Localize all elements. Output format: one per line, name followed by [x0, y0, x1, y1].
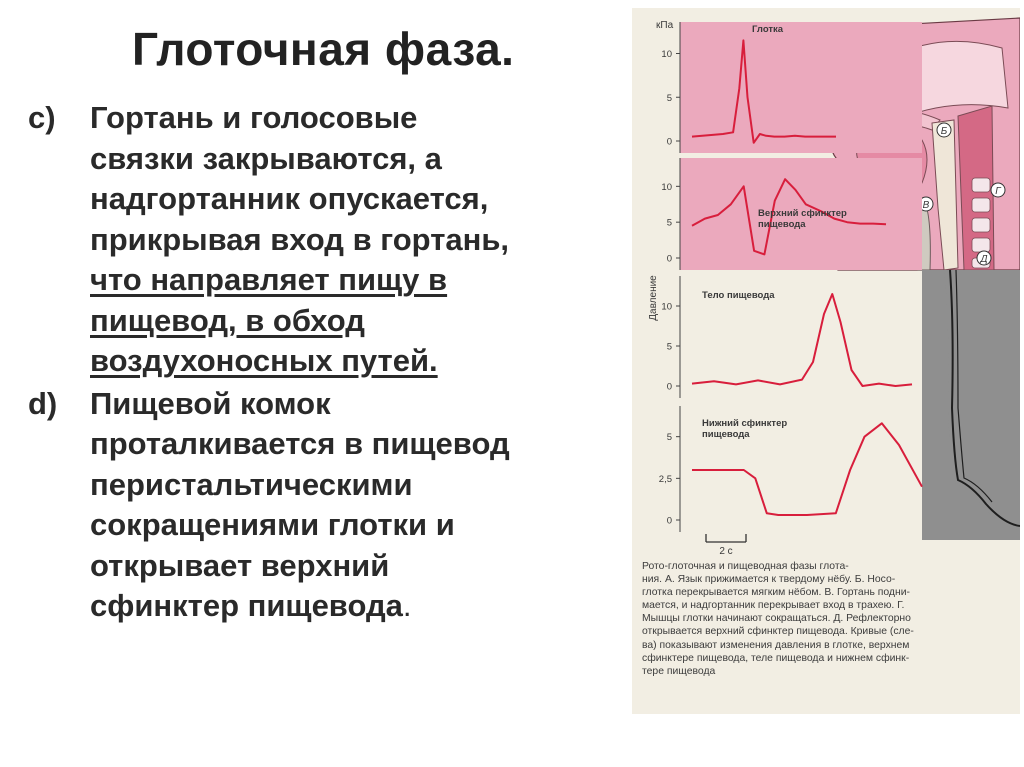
pressure-panel — [659, 406, 922, 532]
text-line: перистальтическими — [90, 466, 413, 502]
physiology-figure — [632, 8, 1020, 714]
list-marker: c) — [28, 100, 56, 135]
esophagus-illustration — [922, 270, 1020, 540]
pressure-panels — [659, 22, 922, 532]
y-tick-label: 10 — [661, 49, 672, 60]
caption-line: ва) показывают изменения давления в глотке, верхнем — [642, 639, 910, 651]
y-tick-label: 5 — [666, 217, 672, 229]
caption-line: глотка перекрывается мягким нёбом. В. Гортань подни- — [642, 587, 910, 599]
panel-title: Тело пищевода — [702, 290, 775, 301]
underlined-text-line: пищевод, в обход — [90, 302, 365, 338]
text-line: проталкивается в пищевод — [90, 426, 510, 461]
slide-title: Глоточная фаза. — [132, 23, 515, 75]
y-tick-label: 2,5 — [658, 473, 672, 485]
caption-line: ния. А. Язык прижимается к твердому нёбу. Б. Носо- — [642, 574, 896, 586]
text-line: прикрывая вход в гортань, — [90, 221, 510, 257]
y-tick-label: 10 — [661, 301, 672, 313]
anatomy-label: Г — [995, 186, 1001, 197]
caption-line: Мышцы глотки начинают сокращаться. Д. Рефлекторно — [642, 613, 911, 625]
y-axis-label: Давление — [648, 275, 659, 321]
y-tick-label: 10 — [661, 181, 672, 193]
underlined-text-line: воздухоносных путей. — [90, 343, 438, 378]
text-line: Гортань и голосовые — [90, 100, 418, 135]
panel-title: Глотка — [752, 24, 784, 35]
caption-line: сфинктере пищевода, теле пищевода и нижнем сфинк- — [642, 652, 910, 664]
underlined-text-line: что направляет пищу в — [90, 262, 448, 297]
list-item-text — [90, 384, 628, 627]
anatomy-label: В — [922, 200, 930, 211]
figure-caption — [642, 560, 1016, 678]
text-line: Пищевой комок — [90, 385, 331, 421]
list-item-text — [90, 98, 628, 382]
panel-title: Нижний сфинктер пищевода — [702, 418, 788, 440]
anatomy-label: Д — [980, 254, 988, 265]
unit-label: кПа — [656, 20, 674, 31]
y-tick-label: 0 — [666, 253, 672, 265]
list-marker: d) — [28, 385, 58, 421]
y-tick-label: 5 — [666, 92, 672, 104]
y-tick-label: 5 — [666, 341, 672, 353]
caption-line: мается, и надгортанник перекрывает вход в трахею. Г. — [642, 600, 905, 612]
pressure-panel — [661, 276, 920, 398]
list-item-c — [28, 98, 628, 382]
text-line: связки закрываются, а — [90, 140, 442, 176]
panel-extension — [838, 22, 922, 153]
y-tick-label: 0 — [666, 381, 672, 393]
caption-line: открывается верхний сфинктер пищевода. Кривые (сле- — [642, 626, 914, 638]
text-line: открывает верхний — [90, 547, 390, 583]
pressure-panel — [661, 22, 922, 153]
panel-title: Верхний сфинктер пищевода — [758, 208, 847, 230]
panel-extension — [838, 158, 922, 270]
scale-bar-label: 2 с — [719, 546, 733, 557]
anatomy-label: Б — [940, 126, 948, 137]
trailing-period: . — [402, 588, 412, 623]
slide-body — [28, 98, 628, 629]
pressure-panel — [661, 158, 922, 270]
list-item-d — [28, 384, 628, 627]
y-tick-label: 5 — [666, 432, 672, 444]
text-line: сокращениями глотки и — [90, 507, 455, 542]
y-tick-label: 0 — [666, 136, 672, 148]
caption-line: тере пищевода — [642, 665, 716, 677]
y-tick-label: 0 — [666, 515, 672, 527]
text-line: сфинктер пищевода — [90, 588, 403, 623]
caption-line: Рото-глоточная и пищеводная фазы глота- — [642, 561, 849, 572]
text-line: надгортанник опускается, — [90, 181, 489, 216]
